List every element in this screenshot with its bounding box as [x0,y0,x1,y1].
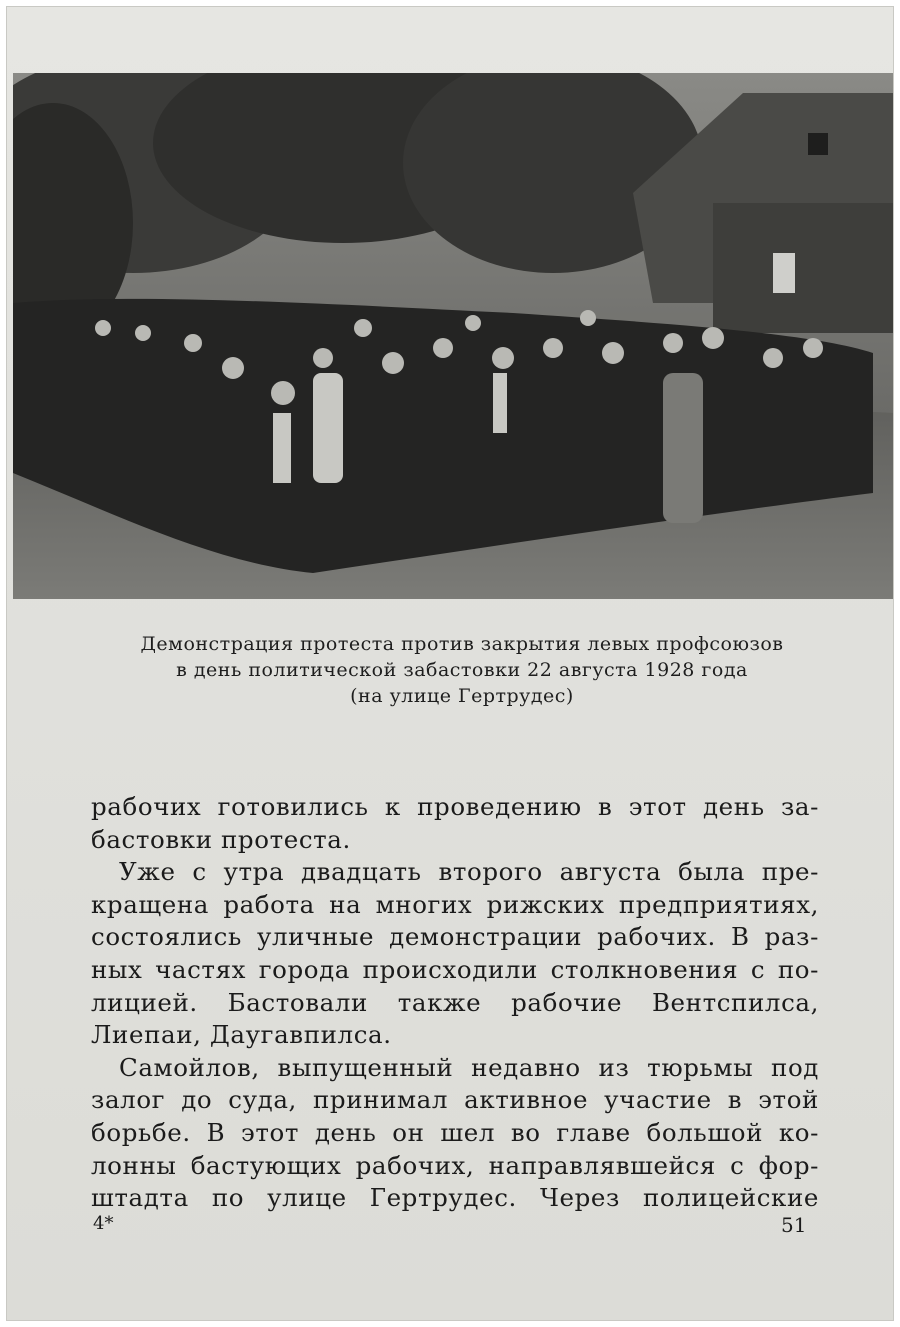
text-line: состоялись уличные демонстрации рабочих. В раз- [91,922,819,952]
photo-image [13,73,894,599]
text-line: залог до суда, принимал активное участие в этой [91,1085,819,1115]
text-line: Уже с утра двадцать второго августа была пре- [119,857,819,887]
photo-caption [67,631,857,709]
text-line: рабочих готовились к проведению в этот день за- [91,792,819,821]
text-line: кращена работа на многих рижских предприятиях, [91,889,819,919]
text-line: бастовки протеста. [91,824,351,854]
book-page [6,6,894,1321]
signature-mark: 4* [93,1213,114,1234]
demonstration-photo [13,73,894,599]
text-line: штадта по улице Гертрудес. Через полицейские [91,1183,819,1213]
text-line: Самойлов, выпущенный недавно из тюрьмы под [119,1052,819,1082]
text-line: Лиепаи, Даугавпилса. [91,1020,392,1050]
caption-line: в день политической забастовки 22 августа 1928 года [176,659,748,681]
text-line: ных частях города происходили столкновения с по- [91,954,819,984]
page-number: 51 [781,1213,807,1237]
text-line: лицией. Бастовали также рабочие Вентспилса, [91,987,819,1017]
text-line: борьбе. В этот день он шел во главе большой ко- [91,1117,819,1147]
text-line: лонны бастующих рабочих, направлявшейся с фор- [91,1150,819,1180]
caption-line: Демонстрация протеста против закрытия левых профсоюзов [140,633,784,655]
caption-line: (на улице Гертрудес) [350,685,574,707]
body-text [91,791,819,1215]
